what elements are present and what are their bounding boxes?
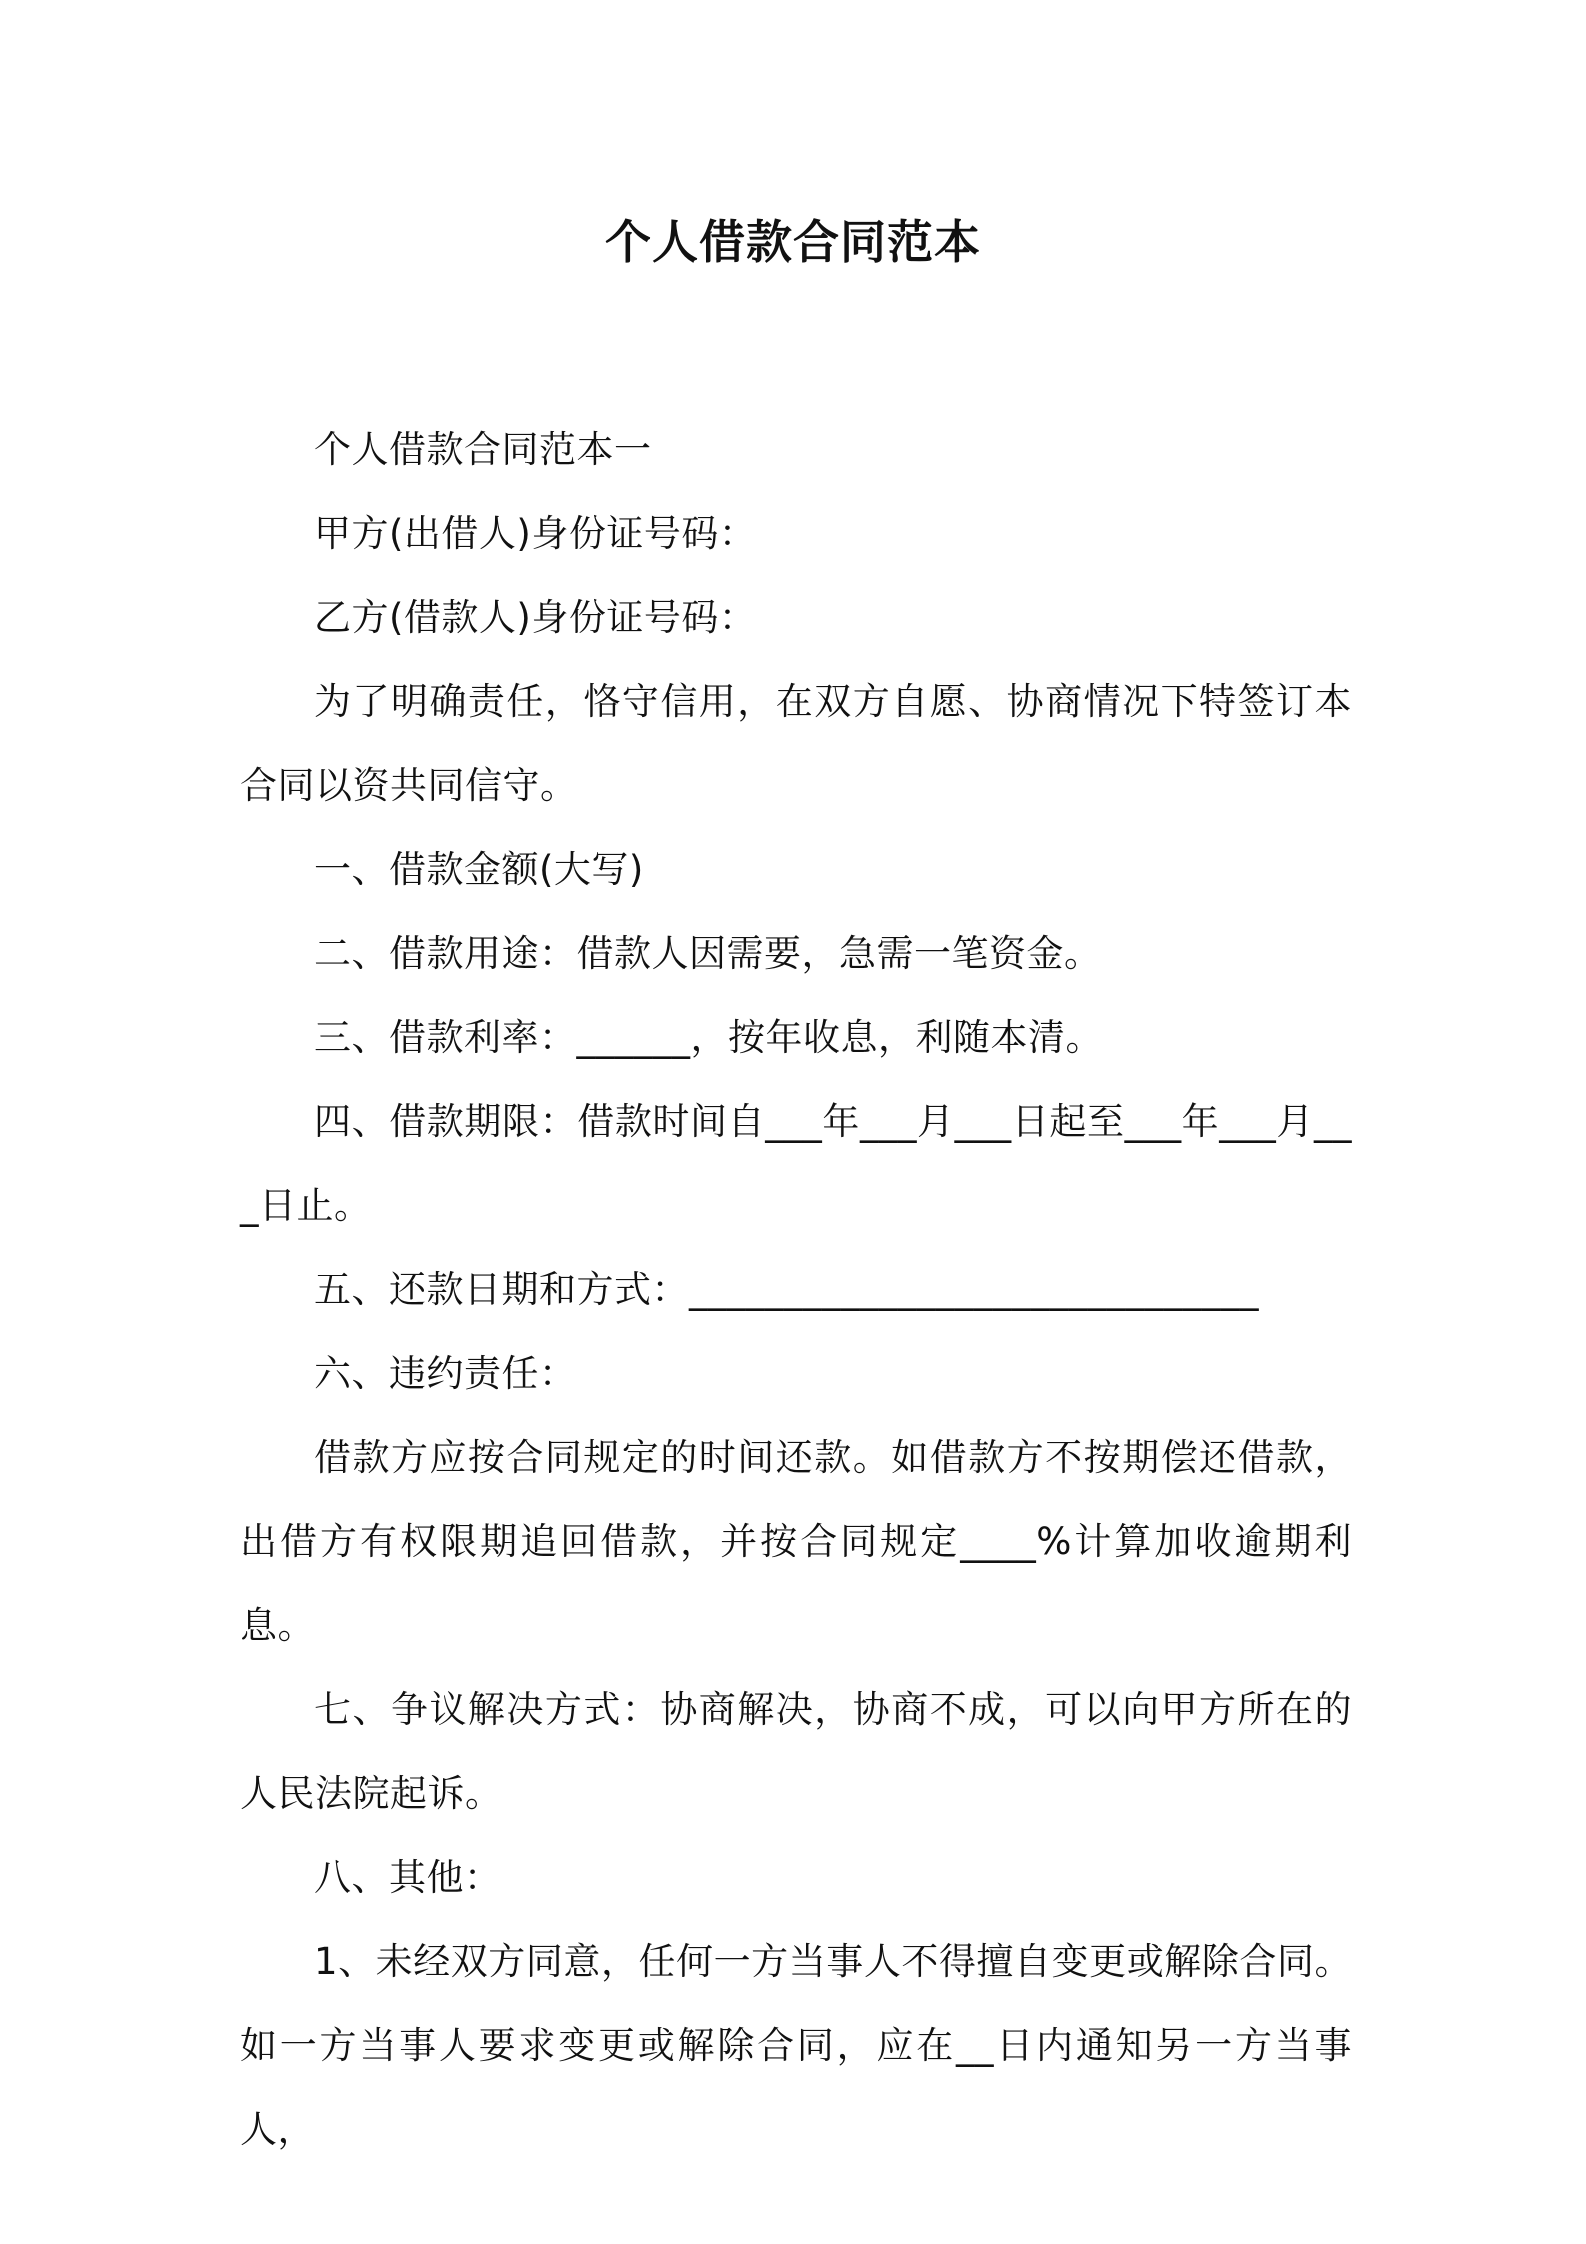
paragraph-clause-amount: 一、借款金额(大写) bbox=[314, 848, 644, 891]
document-body bbox=[240, 408, 1352, 2172]
paragraph-preamble: 为了明确责任，恪守信用，在双方自愿、协商情况下特签订本合同以资共同信守。 bbox=[240, 680, 1352, 807]
paragraph-clause-other: 八、其他： bbox=[314, 1856, 502, 1899]
paragraph-clause-term: 四、借款期限：借款时间自___年___月___日起至___年___月___日止。 bbox=[240, 1100, 1352, 1227]
paragraph-clause-rate: 三、借款利率：______，按年收息，利随本清。 bbox=[314, 1016, 1103, 1059]
paragraph-clause-repayment: 五、还款日期和方式：______________________________ bbox=[314, 1268, 1259, 1311]
paragraph-other-item-1: 1、未经双方同意，任何一方当事人不得擅自变更或解除合同。如一方当事人要求变更或解除合同，应在__日内通知另一方当事人， bbox=[240, 1940, 1352, 2151]
paragraph-party-a: 甲方(出借人)身份证号码： bbox=[314, 512, 757, 555]
document-title: 个人借款合同范本 bbox=[605, 215, 981, 269]
paragraph-clause-liability: 六、违约责任： bbox=[314, 1352, 577, 1395]
paragraph-clause-purpose: 二、借款用途：借款人因需要，急需一笔资金。 bbox=[314, 932, 1102, 975]
paragraph-liability-detail: 借款方应按合同规定的时间还款。如借款方不按期偿还借款，出借方有权限期追回借款，并按合同规定____%计算加收逾期利息。 bbox=[240, 1436, 1352, 1647]
paragraph-party-b: 乙方(借款人)身份证号码： bbox=[314, 596, 757, 639]
paragraph-clause-dispute: 七、争议解决方式：协商解决，协商不成，可以向甲方所在的人民法院起诉。 bbox=[240, 1688, 1352, 1815]
paragraph-heading: 个人借款合同范本一 bbox=[314, 428, 652, 471]
